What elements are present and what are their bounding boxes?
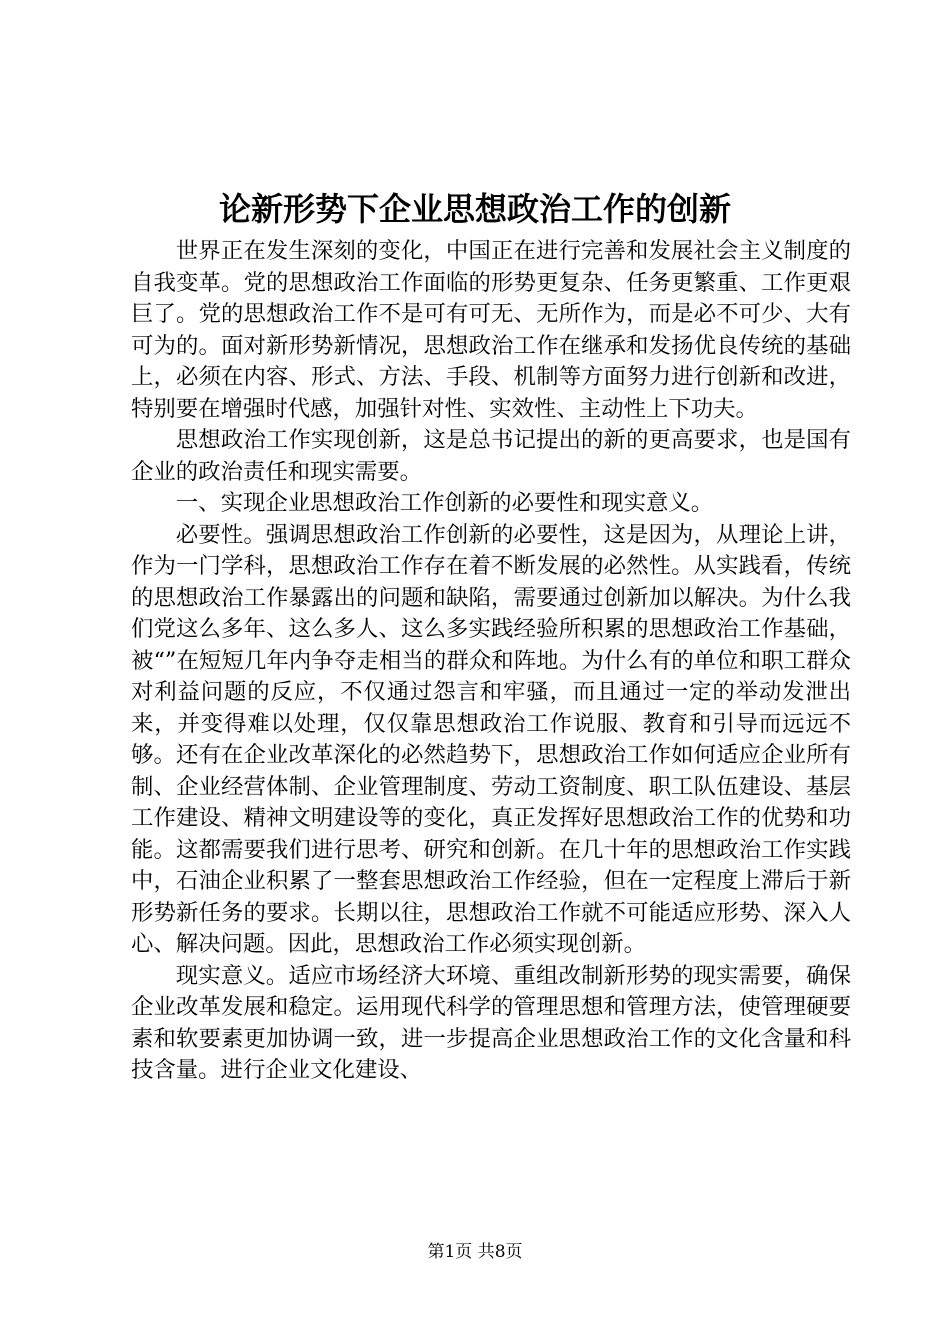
document-title: 论新形势下企业思想政治工作的创新	[218, 190, 731, 228]
paragraph-requirement: 思想政治工作实现创新，这是总书记提出的新的更高要求，也是国有企业的政治责任和现实需要。	[131, 427, 851, 485]
paragraph-intro: 世界正在发生深刻的变化，中国正在进行完善和发展社会主义制度的自我变革。党的思想政治工作面临的形势更复杂、任务更繁重、工作更艰巨了。党的思想政治工作不是可有可无、无所作为，而是必不可少、大有可为的。面对新形势新情况，思想政治工作在继承和发扬优良传统的基础上，必须在内容、形式、方法、手段、机制等方面努力进行创新和改进，特别要在增强时代感，加强针对性、实效性、主动性上下功夫。	[131, 238, 851, 422]
paragraph-significance: 现实意义。适应市场经济大环境、重组改制新形势的现实需要，确保企业改革发展和稳定。运用现代科学的管理思想和管理方法，使管理硬要素和软要素更加协调一致，进一步提高企业思想政治工作的文化含量和科技含量。进行企业文化建设、	[131, 962, 851, 1083]
page-footer: 第1页 共8页	[427, 1242, 523, 1262]
document-body	[131, 236, 851, 1087]
section-heading: 一、实现企业思想政治工作创新的必要性和现实意义。	[175, 490, 714, 516]
paragraph-necessity: 必要性。强调思想政治工作创新的必要性，这是因为，从理论上讲，作为一门学科，思想政治工作存在着不断发展的必然性。从实践看，传统的思想政治工作暴露出的问题和缺陷，需要通过创新加以解决。为什么我们党这么多年、这么多人、这么多实践经验所积累的思想政治工作基础，被“”在短短几年内争夺走相当的群众和阵地。为什么有的单位和职工群众对利益问题的反应，不仅通过怨言和牢骚，而且通过一定的举动发泄出来，并变得难以处理，仅仅靠思想政治工作说服、教育和引导而远远不够。还有在企业改革深化的必然趋势下，思想政治工作如何适应企业所有制、企业经营体制、企业管理制度、劳动工资制度、职工队伍建设、基层工作建设、精神文明建设等的变化，真正发挥好思想政治工作的优势和功能。这都需要我们进行思考、研究和创新。在几十年的思想政治工作实践中，石油企业积累了一整套思想政治工作经验，但在一定程度上滞后于新形势新任务的要求。长期以往，思想政治工作就不可能适应形势、深入人心、解决问题。因此，思想政治工作必须实现创新。	[131, 521, 851, 957]
